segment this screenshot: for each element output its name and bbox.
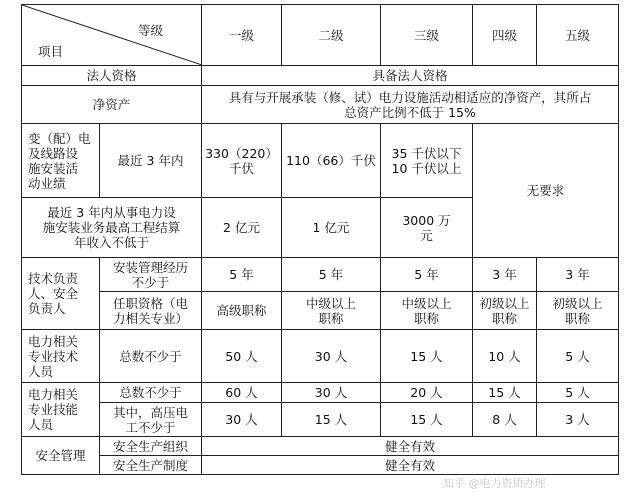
qualification-label: 任职资格（电 力相关专业） [100,292,202,330]
revenue-label: 最近 3 年内从事电力设 施安装业务最高工程结算 年收入不低于 [22,198,202,258]
skill-total-level-2: 30 人 [282,383,381,403]
net-assets-row [22,86,619,124]
qualification-row [22,292,619,330]
skill-staff-label: 电力相关 专业技能 人员 [22,383,100,437]
leaders-label: 技术负责 人、安全 负责人 [22,258,100,330]
safety-system-label: 安全生产制度 [100,456,202,475]
legal-row [22,66,619,86]
skill-total-level-3: 20 人 [381,383,473,403]
skill-total-level-1: 60 人 [202,383,282,403]
skill-hv-level-1: 30 人 [202,403,282,437]
experience-label: 安装管理经历 不少于 [100,258,202,292]
skill-hv-row [22,403,619,437]
watermark: 知乎 @电力资质办理 [443,477,546,490]
experience-level-4: 3 年 [473,258,537,292]
experience-level-1: 5 年 [202,258,282,292]
header-row [22,5,619,66]
safety-org-value: 健全有效 [202,437,619,456]
net-assets-value: 具有与开展承装（修、试）电力设施活动相适应的净资产，其所占 总资产比例不低于 15% [202,86,619,124]
tech-staff-row [22,330,619,383]
header-corner-level: 等级 [137,23,163,38]
header-corner-cell [22,5,202,66]
tech-staff-level-4: 10 人 [473,330,537,383]
revenue-level-3: 3000 万 元 [381,198,473,258]
safety-org-row [22,437,619,456]
legal-value: 具备法人资格 [202,66,619,86]
skill-total-label: 总数不少于 [100,383,202,403]
experience-level-2: 5 年 [282,258,381,292]
skill-total-row [22,383,619,403]
tech-staff-level-3: 15 人 [381,330,473,383]
revenue-level-2: 1 亿元 [282,198,381,258]
safety-system-value: 健全有效 [202,456,619,475]
tech-staff-level-5: 5 人 [537,330,619,383]
safety-label: 安全管理 [22,437,100,475]
performance-level-3: 35 千伏以下 10 千伏以上 [381,124,473,198]
skill-hv-level-2: 15 人 [282,403,381,437]
experience-row [22,258,619,292]
performance-sub: 最近 3 年内 [100,124,202,198]
header-level-4: 四级 [473,5,537,66]
qualification-level-1: 高级职称 [202,292,282,330]
performance-row [22,124,619,198]
qualification-level-3: 中级以上 职称 [381,292,473,330]
tech-staff-level-2: 30 人 [282,330,381,383]
no-requirement-cell: 无要求 [473,124,619,258]
tech-staff-label: 电力相关 专业技术 人员 [22,330,100,383]
experience-level-3: 5 年 [381,258,473,292]
header-level-2: 二级 [282,5,381,66]
header-level-5: 五级 [537,5,619,66]
revenue-level-1: 2 亿元 [202,198,282,258]
safety-org-label: 安全生产组织 [100,437,202,456]
skill-total-level-5: 5 人 [537,383,619,403]
qualification-level-2: 中级以上 职称 [282,292,381,330]
performance-label: 变（配）电 及线路设 施安装活 动业绩 [22,124,100,198]
qualification-table [21,4,619,475]
safety-system-row [22,456,619,475]
skill-total-level-4: 15 人 [473,383,537,403]
skill-hv-level-3: 15 人 [381,403,473,437]
header-corner-item: 项目 [38,44,64,59]
performance-level-1: 330（220） 千伏 [202,124,282,198]
skill-hv-label: 其中，高压电 工不少于 [100,403,202,437]
tech-staff-level-1: 50 人 [202,330,282,383]
header-level-3: 三级 [381,5,473,66]
net-assets-label: 净资产 [22,86,202,124]
qualification-level-5: 初级以上 职称 [537,292,619,330]
performance-level-2: 110（66）千伏 [282,124,381,198]
skill-hv-level-5: 3 人 [537,403,619,437]
skill-hv-level-4: 8 人 [473,403,537,437]
tech-staff-sub: 总数不少于 [100,330,202,383]
legal-label: 法人资格 [22,66,202,86]
header-level-1: 一级 [202,5,282,66]
qualification-level-4: 初级以上 职称 [473,292,537,330]
experience-level-5: 3 年 [537,258,619,292]
